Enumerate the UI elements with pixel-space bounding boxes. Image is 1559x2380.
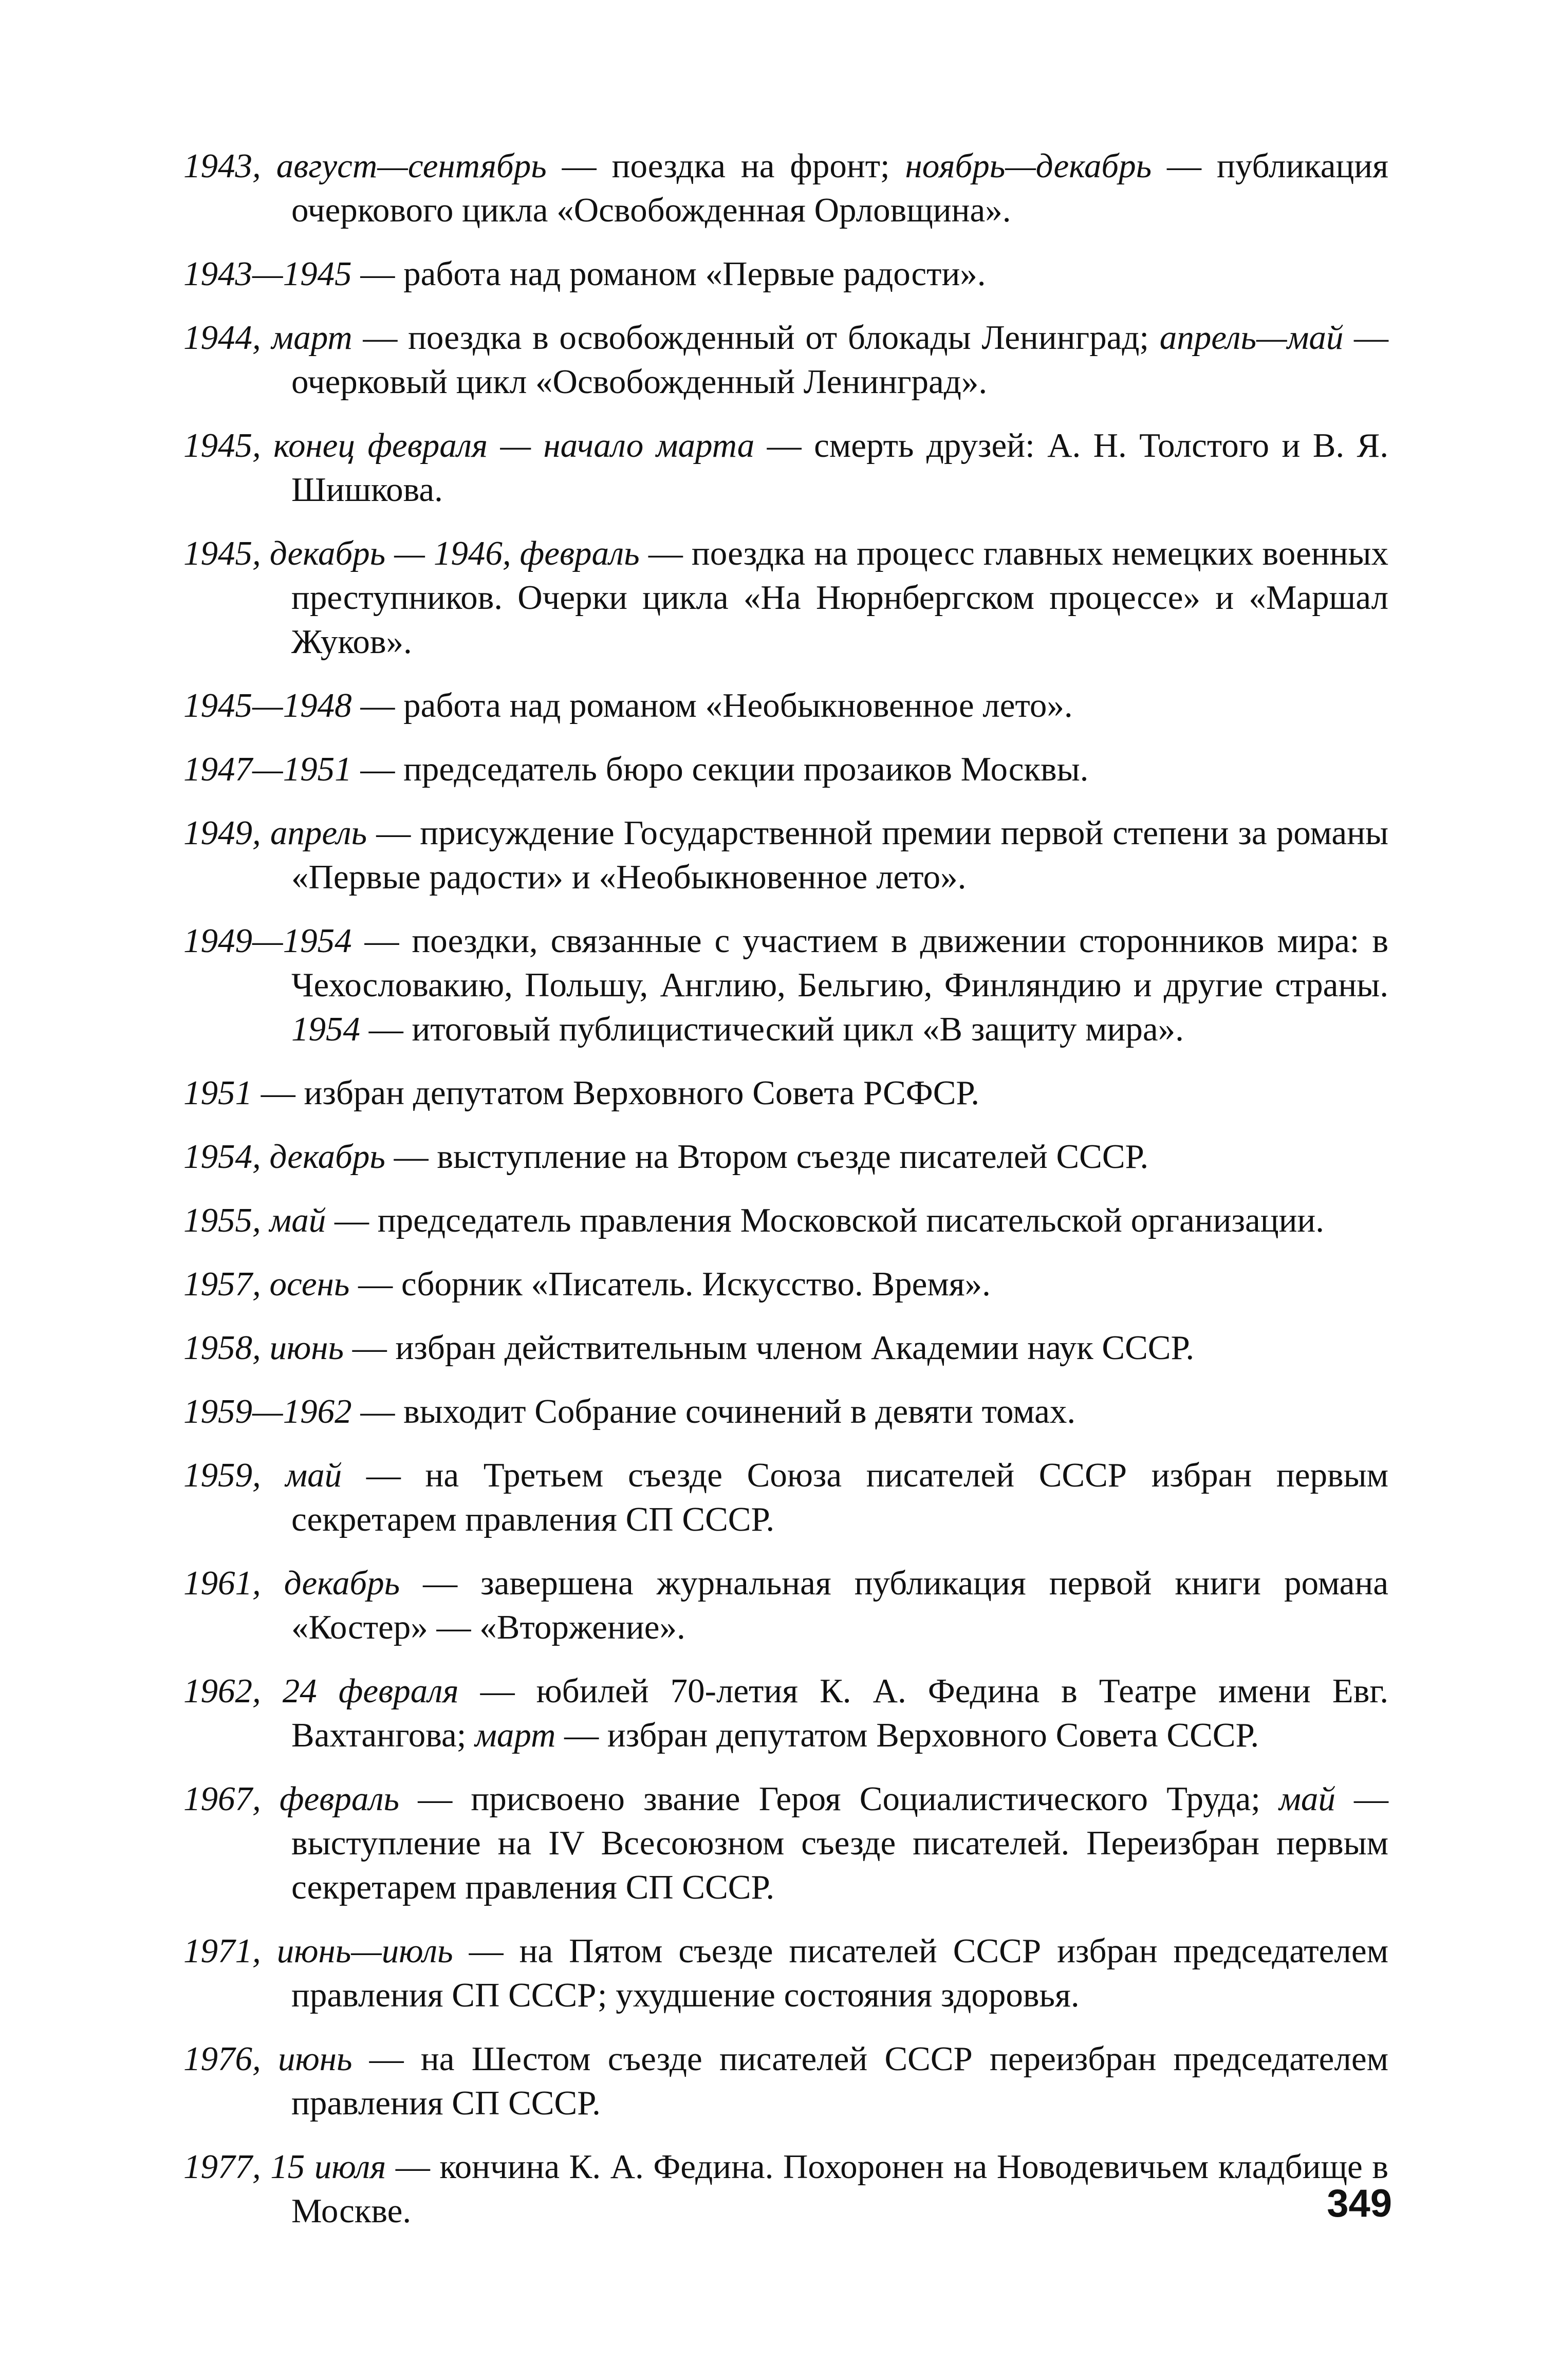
entry-text: — выходит Собрание сочинений в девяти томах. xyxy=(351,1392,1076,1430)
entry-date: 1954, xyxy=(183,1138,261,1176)
entry-date: 1943, xyxy=(183,147,261,185)
entry-period: ноябрь—декабрь xyxy=(905,147,1152,185)
entry-text: — кончина К. А. Федина. Похоронен на Новодевичьем кладбище в Москве. xyxy=(291,2148,1388,2230)
entry-text: — публикация очеркового цикла «Освобожденная Орловщина». xyxy=(291,147,1388,229)
entry-date: 1945, xyxy=(183,534,261,572)
chronology-entry xyxy=(183,1929,1388,2017)
chronology-entry xyxy=(183,531,1388,664)
entry-date: 1947—1951 xyxy=(183,750,352,788)
entry-date: 1959—1962 xyxy=(183,1392,352,1430)
chronology-entry xyxy=(183,1561,1388,1649)
chronology-entry xyxy=(183,1198,1388,1242)
chronology-entry xyxy=(183,1453,1388,1541)
entry-date: 1977, xyxy=(183,2148,261,2186)
entry-text: — работа над романом «Необыкновенное лето». xyxy=(351,686,1073,724)
chronology-entry xyxy=(183,1777,1388,1909)
entry-period: август—сентябрь xyxy=(261,147,547,185)
entry-date: 1961, xyxy=(183,1564,261,1602)
entry-text: — выступление на Втором съезде писателей СССР. xyxy=(385,1138,1149,1176)
entry-text: — председатель бюро секции прозаиков Москвы. xyxy=(351,750,1089,788)
chronology-entry xyxy=(183,747,1388,791)
chronology-entry xyxy=(183,1669,1388,1757)
entry-text: — смерть друзей: А. Н. Толстого и В. Я. Шишкова. xyxy=(291,426,1388,509)
chronology-entry xyxy=(183,1389,1388,1434)
entry-text: — работа над романом «Первые радости». xyxy=(351,255,986,293)
entry-period: май xyxy=(261,1201,326,1239)
entry-text: — поездка в освобожденный от блокады Ленинград; xyxy=(352,319,1160,357)
chronology-entry xyxy=(183,683,1388,728)
chronology-entry xyxy=(183,919,1388,1051)
entry-text: — юбилей 70-летия К. А. Федина в Театре имени Евг. Вахтангова; xyxy=(291,1672,1389,1754)
entry-date: 1943—1945 xyxy=(183,255,352,293)
chronology-entry xyxy=(183,1262,1388,1306)
entry-date: 1958, xyxy=(183,1329,261,1367)
entry-period: июнь xyxy=(261,2040,352,2078)
entry-text: — избран депутатом Верховного Совета РСФСР. xyxy=(252,1074,980,1112)
entry-text: — на Третьем съезде Союза писателей СССР избран первым секретарем правления СП СССР. xyxy=(291,1456,1388,1538)
entry-date: 1949, xyxy=(183,814,261,852)
entry-period: 24 февраля xyxy=(261,1672,459,1710)
chronology-entry xyxy=(183,315,1388,404)
entry-date: 1945—1948 xyxy=(183,686,352,724)
entry-date: 1945, xyxy=(183,426,261,464)
entry-date: 1949—1954 xyxy=(183,922,352,960)
entry-period: май xyxy=(261,1456,342,1494)
entry-period: конец февраля — начало марта xyxy=(261,426,755,464)
entry-period: декабрь — 1946, февраль xyxy=(261,534,640,572)
entry-period: февраль xyxy=(261,1780,400,1818)
chronology-entry xyxy=(183,1071,1388,1115)
chronology-list xyxy=(183,144,1388,2253)
entry-period: апрель—май xyxy=(1159,319,1344,357)
entry-period: май xyxy=(1279,1780,1335,1818)
chronology-entry xyxy=(183,2145,1388,2233)
entry-period: июнь—июль xyxy=(261,1932,453,1970)
entry-period: июнь xyxy=(261,1329,344,1367)
entry-period: осень xyxy=(261,1265,350,1303)
entry-date: 1959, xyxy=(183,1456,261,1494)
entry-text: — сборник «Писатель. Искусство. Время». xyxy=(349,1265,991,1303)
entry-date: 1962, xyxy=(183,1672,261,1710)
entry-text: — присуждение Государственной премии первой степени за романы «Первые радости» и «Необыкновенное лето». xyxy=(291,814,1389,896)
entry-text: — очерковый цикл «Освобожденный Ленинград». xyxy=(291,319,1389,401)
entry-date: 1976, xyxy=(183,2040,261,2078)
entry-period: 1954 xyxy=(291,1010,360,1048)
entry-period: декабрь xyxy=(261,1138,385,1176)
entry-date: 1951 xyxy=(183,1074,252,1112)
entry-text: — выступление на IV Всесоюзном съезде писателей. Переизбран первым секретарем правления СП СССР. xyxy=(291,1780,1389,1906)
page-number: 349 xyxy=(1327,2182,1392,2225)
entry-text: — поездка на процесс главных немецких военных преступников. Очерки цикла «На Нюрнбергском процессе» и «Маршал Жуков». xyxy=(291,534,1388,661)
entry-period: 15 июля xyxy=(261,2148,386,2186)
entry-text: — избран действительным членом Академии наук СССР. xyxy=(343,1329,1195,1367)
entry-period: декабрь xyxy=(261,1564,400,1602)
entry-period: март xyxy=(475,1716,556,1754)
chronology-entry xyxy=(183,423,1388,512)
entry-text: — присвоено звание Героя Социалистического Труда; xyxy=(399,1780,1279,1818)
entry-date: 1955, xyxy=(183,1201,261,1239)
entry-text: — поездки, связанные с участием в движении сторонников мира: в Чехословакию, Польшу, Англию, Бельгию, Финляндию и другие страны. xyxy=(291,922,1388,1004)
entry-period: апрель xyxy=(261,814,367,852)
entry-text: — на Шестом съезде писателей СССР переизбран председателем правления СП СССР. xyxy=(291,2040,1388,2122)
entry-text: — избран депутатом Верховного Совета СССР. xyxy=(555,1716,1259,1754)
entry-date: 1957, xyxy=(183,1265,261,1303)
chronology-entry xyxy=(183,1326,1388,1370)
entry-text: — завершена журнальная публикация первой книги романа «Костер» — «Вторжение». xyxy=(291,1564,1388,1646)
entry-date: 1971, xyxy=(183,1932,261,1970)
entry-date: 1967, xyxy=(183,1780,261,1818)
chronology-entry xyxy=(183,811,1388,899)
entry-text: — итоговый публицистический цикл «В защиту мира». xyxy=(360,1010,1184,1048)
chronology-entry xyxy=(183,144,1388,232)
entry-text: — на Пятом съезде писателей СССР избран председателем правления СП СССР; ухудшение состояния здоровья. xyxy=(291,1932,1388,2014)
chronology-entry xyxy=(183,1135,1388,1179)
chronology-entry xyxy=(183,2037,1388,2125)
entry-date: 1944, xyxy=(183,319,261,357)
entry-text: — председатель правления Московской писательской организации. xyxy=(326,1201,1325,1239)
chronology-entry xyxy=(183,252,1388,296)
entry-period: март xyxy=(261,319,352,357)
entry-text: — поездка на фронт; xyxy=(546,147,905,185)
